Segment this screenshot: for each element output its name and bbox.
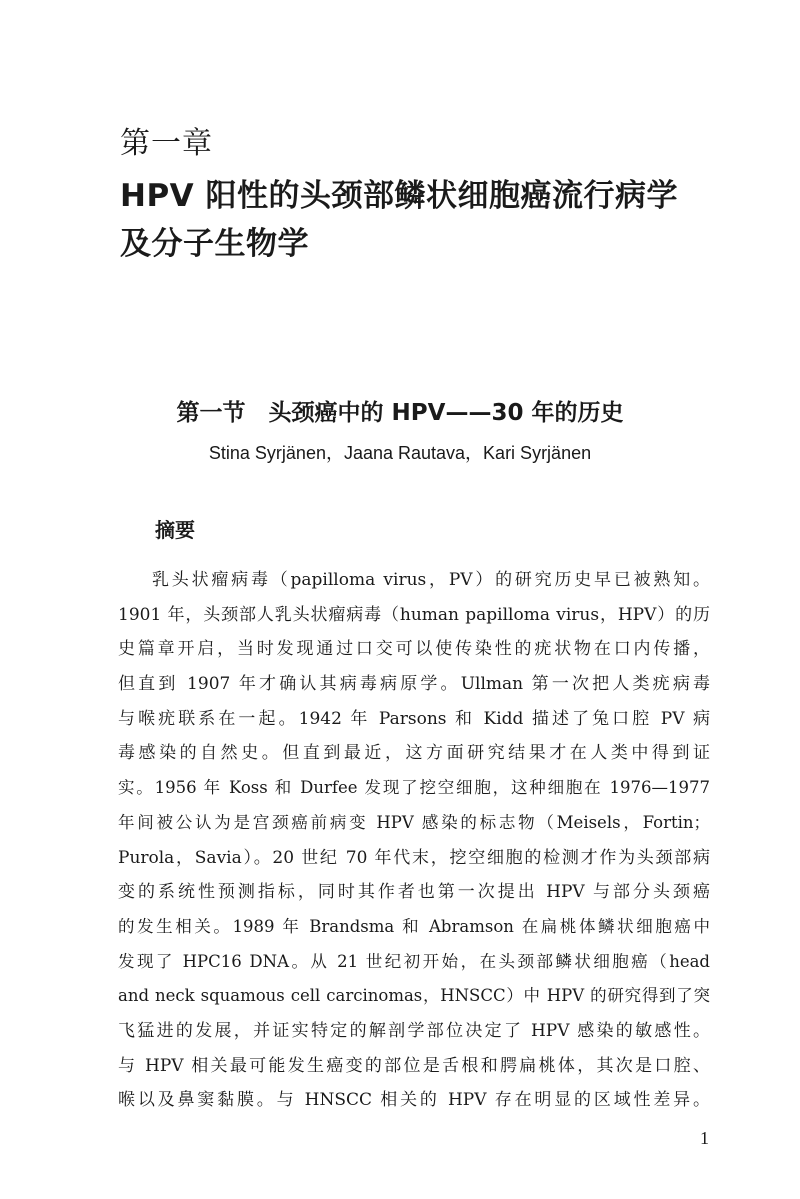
- abstract-line: 发现了 HPC16 DNA。从 21 世纪初开始，在头颈部鳞状细胞癌（head: [118, 951, 710, 971]
- abstract-line: 变的系统性预测指标，同时其作者也第一次提出 HPV 与部分头颈癌: [118, 882, 710, 903]
- page-number: 1: [700, 1128, 709, 1148]
- abstract-line: 乳头状瘤病毒（papilloma virus，PV）的研究历史早已被熟知。: [152, 570, 710, 590]
- abstract-line: 与喉疣联系在一起。1942 年 Parsons 和 Kidd 描述了兔口腔 PV 病: [118, 708, 710, 729]
- section-title: 第一节 头颈癌中的 HPV——30 年的历史: [176, 400, 624, 426]
- abstract-line: 的发生相关。1989 年 Brandsma 和 Abramson 在扁桃体鳞状细胞癌中: [118, 916, 710, 936]
- abstract-line: 史篇章开启，当时发现通过口交可以使传染性的疣状物在口内传播，: [118, 639, 710, 660]
- abstract-line: and neck squamous cell carcinomas，HNSCC）中 HPV 的研究得到了突: [118, 986, 710, 1006]
- chapter-title-line: 及分子生物学: [120, 226, 309, 262]
- abstract-line: 但直到 1907 年才确认其病毒病原学。Ullman 第一次把人类疣病毒: [118, 674, 710, 695]
- abstract-line: 飞猛进的发展，并证实特定的解剖学部位决定了 HPV 感染的敏感性。: [118, 1020, 710, 1041]
- chapter-label: 第一章: [120, 126, 213, 161]
- chapter-title: [120, 172, 740, 268]
- abstract-line: 毒感染的自然史。但直到最近，这方面研究结果才在人类中得到证: [118, 743, 710, 764]
- abstract-line: Purola，Savia）。20 世纪 70 年代末，挖空细胞的检测才作为头颈部病: [118, 847, 710, 868]
- abstract-line: 1901 年，头颈部人乳头状瘤病毒（human papilloma virus，HPV）的历: [118, 604, 710, 625]
- author-list: Stina Syrjänen，Jaana Rautava，Kari Syrjänen: [208, 443, 592, 463]
- abstract-line: 实。1956 年 Koss 和 Durfee 发现了挖空细胞，这种细胞在 1976—1977: [118, 778, 710, 798]
- abstract-heading: 摘要: [155, 518, 195, 542]
- abstract-line: 喉以及鼻窦黏膜。与 HNSCC 相关的 HPV 存在明显的区域性差异。: [118, 1090, 710, 1111]
- chapter-title-line: HPV 阳性的头颈部鳞状细胞癌流行病学: [120, 178, 678, 214]
- abstract-body: [118, 563, 710, 1118]
- abstract-line: 年间被公认为是宫颈癌前病变 HPV 感染的标志物（Meisels，Fortin；: [118, 812, 710, 832]
- abstract-line: 与 HPV 相关最可能发生癌变的部位是舌根和腭扁桃体，其次是口腔、: [118, 1055, 710, 1076]
